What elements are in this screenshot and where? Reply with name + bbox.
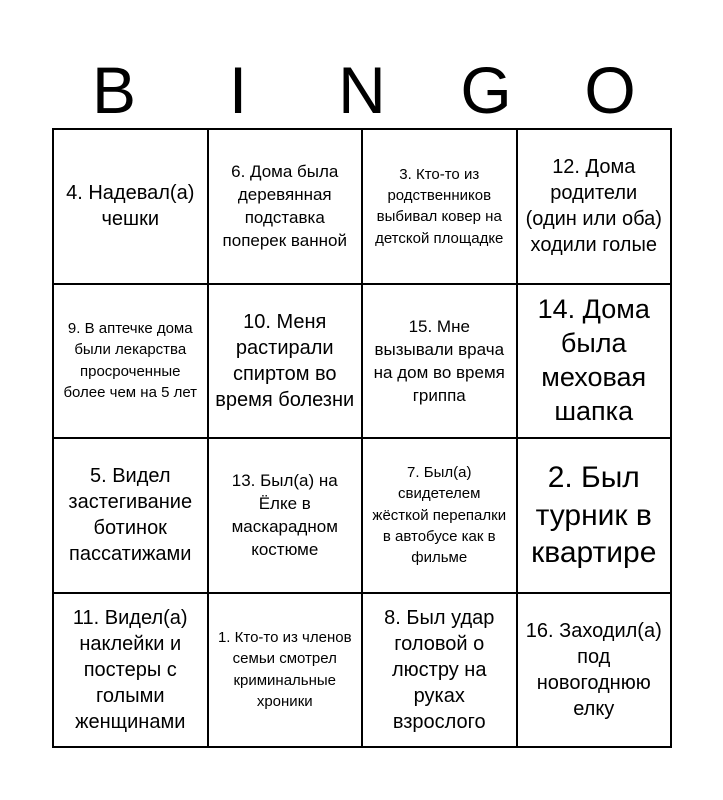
bingo-cell[interactable] xyxy=(209,594,364,749)
bingo-cell[interactable] xyxy=(518,285,673,440)
header-letter-g: G xyxy=(460,53,512,127)
bingo-cell-text: 10. Меня растирали спиртом во время болезни xyxy=(215,310,355,411)
bingo-cell-text: 14. Дома была меховая шапка xyxy=(537,294,650,426)
bingo-cell-text: 4. Надевал(а) чешки xyxy=(66,182,195,231)
bingo-cell[interactable] xyxy=(54,130,209,285)
bingo-cell-text: 7. Был(а) свидетелем жёсткой перепалки в автобусе как в фильме xyxy=(372,464,507,567)
bingo-cell[interactable] xyxy=(518,130,673,285)
bingo-cell-text: 11. Видел(а) наклейки и постеры с голыми женщинами xyxy=(72,606,188,733)
header-letter-b: B xyxy=(91,53,137,127)
bingo-cell-text: 6. Дома была деревянная подставка поперек ванной xyxy=(222,162,347,251)
bingo-cell[interactable] xyxy=(363,594,518,749)
bingo-cell[interactable] xyxy=(363,439,518,594)
bingo-cell-text: 13. Был(а) на Ёлке в маскарадном костюме xyxy=(231,471,338,560)
bingo-cell[interactable] xyxy=(363,285,518,440)
bingo-header xyxy=(52,52,672,128)
bingo-cell[interactable] xyxy=(209,130,364,285)
bingo-cell-text: 12. Дома родители (один или оба) ходили голые xyxy=(525,156,662,257)
bingo-cell-text: 16. Заходил(а) под новогоднюю елку xyxy=(525,619,662,720)
bingo-cell[interactable] xyxy=(209,285,364,440)
bingo-cell-text: 3. Кто-то из родственников выбивал ковер на детской площадке xyxy=(375,165,504,247)
header-letter-n: N xyxy=(338,53,386,127)
bingo-cell-text: 5. Видел застегивание ботинок пассатижами xyxy=(68,465,193,566)
bingo-cell[interactable] xyxy=(54,285,209,440)
bingo-board xyxy=(52,128,672,748)
bingo-cell[interactable] xyxy=(518,439,673,594)
bingo-cell-text: 15. Мне вызывали врача на дом во время гриппа xyxy=(373,316,505,405)
bingo-cell[interactable] xyxy=(363,130,518,285)
bingo-cell[interactable] xyxy=(54,594,209,749)
header-letter-i: I xyxy=(228,53,248,127)
bingo-cell-text: 8. Был удар головой о люстру на руках взрослого xyxy=(384,606,495,733)
header-letter-o: O xyxy=(584,53,636,127)
bingo-cell[interactable] xyxy=(54,439,209,594)
bingo-cell[interactable] xyxy=(209,439,364,594)
bingo-cell-text: 1. Кто-то из членов семьи смотрел криминальные хроники xyxy=(217,629,352,711)
bingo-cell-text: 2. Был турник в квартире xyxy=(531,461,657,569)
bingo-cell[interactable] xyxy=(518,594,673,749)
bingo-cell-text: 9. В аптечке дома были лекарства просроченные более чем на 5 лет xyxy=(63,320,198,402)
